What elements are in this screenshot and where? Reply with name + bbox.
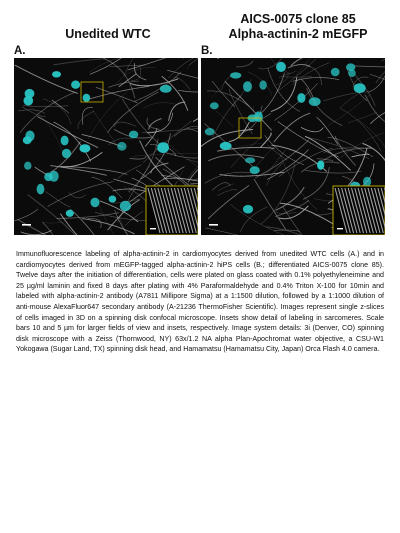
inset-scale-bar: [150, 228, 156, 229]
nucleus: [363, 177, 371, 187]
panel-a-label: A.: [14, 45, 26, 57]
nucleus: [79, 144, 90, 152]
nucleus: [243, 81, 252, 92]
nucleus: [52, 71, 61, 77]
nucleus: [62, 149, 71, 158]
scale-bar: [209, 224, 218, 226]
panel-b-title-line1: AICS-0075 clone 85: [240, 12, 356, 26]
nucleus: [160, 85, 172, 93]
inset: [146, 186, 198, 235]
nucleus: [66, 210, 74, 217]
inset-scale-bar: [337, 228, 343, 229]
nucleus: [120, 201, 131, 211]
nucleus: [276, 62, 286, 72]
micrograph-panel-a: [14, 58, 198, 235]
nucleus: [129, 131, 138, 139]
nucleus: [220, 142, 232, 150]
nucleus: [250, 166, 260, 174]
nucleus: [117, 142, 126, 151]
micrograph-image-a: [14, 58, 198, 235]
nucleus: [71, 81, 80, 89]
micrograph-panel-b: [201, 58, 385, 235]
nucleus: [61, 136, 69, 146]
panel-b-title-line2: Alpha-actinin-2 mEGFP: [228, 27, 368, 41]
nucleus: [37, 184, 45, 195]
nucleus: [348, 69, 356, 77]
nucleus: [210, 102, 219, 109]
nucleus: [157, 142, 169, 153]
nucleus: [205, 128, 215, 135]
nucleus: [331, 68, 340, 77]
nucleus: [317, 160, 324, 169]
panel-b-title: [208, 12, 388, 42]
nucleus: [309, 97, 321, 106]
nucleus: [259, 80, 266, 89]
panel-b-label: B.: [201, 45, 213, 57]
figure-caption: Immunofluorescence labeling of alpha-actinin-2 in cardiomyocytes derived from unedited WTC cells (A.) and in cardiomyocytes derived from mEGFP-tagged alpha-actinin-2 hiPS cells (B.; differentiated AICS-0075 clone 85). Twelve days after the initiation of differentiation, cells were plated on glass coated with 0.1% polyethyleneimine and 25 µg/ml laminin and fixed 8 days after plating with 4% Paraformaldehyde and 0.4% Triton X-100 for 10min and labeled with alpha-actinin-2 antibody (A7811 Millipore Sigma) at a 1:1500 dilution, followed by a 1:1000 dilution of anti-mouse AlexaFluor647 secondary antibody (A-21236 ThermoFisher Scientific). Images represent single z-slices of cells imaged in 3D on a spinning disk confocal microscope. Insets show detail of labeling in sarcomeres. Scale bars 10 and 5 µm for larger fields of view and insets, respectively. Image system details: 3i (Denver, CO) spinning disk microscope with a Zeiss (Thornwood, NY) 63x/1.2 NA alpha Plan-Apochromat water objective, a CSU-W1 Yokogawa (Sugar Land, TX) spinning disk head, and Hamamatsu (Hamamatsu City, Japan) Orca Flash 4.0 camera.: [16, 250, 384, 354]
nucleus: [230, 72, 241, 78]
panel-a-title: Unedited WTC: [65, 27, 151, 41]
nucleus: [245, 157, 255, 163]
nucleus: [83, 94, 91, 102]
nucleus: [109, 196, 117, 203]
scale-bar: [22, 224, 31, 226]
nucleus: [25, 131, 34, 142]
nucleus: [90, 198, 99, 208]
nucleus: [243, 205, 253, 214]
nucleus: [354, 83, 366, 93]
nucleus: [24, 96, 34, 106]
nucleus: [49, 171, 59, 182]
nucleus: [297, 93, 305, 103]
micrograph-image-b: [201, 58, 385, 235]
nucleus: [24, 162, 31, 170]
inset: [333, 186, 385, 235]
